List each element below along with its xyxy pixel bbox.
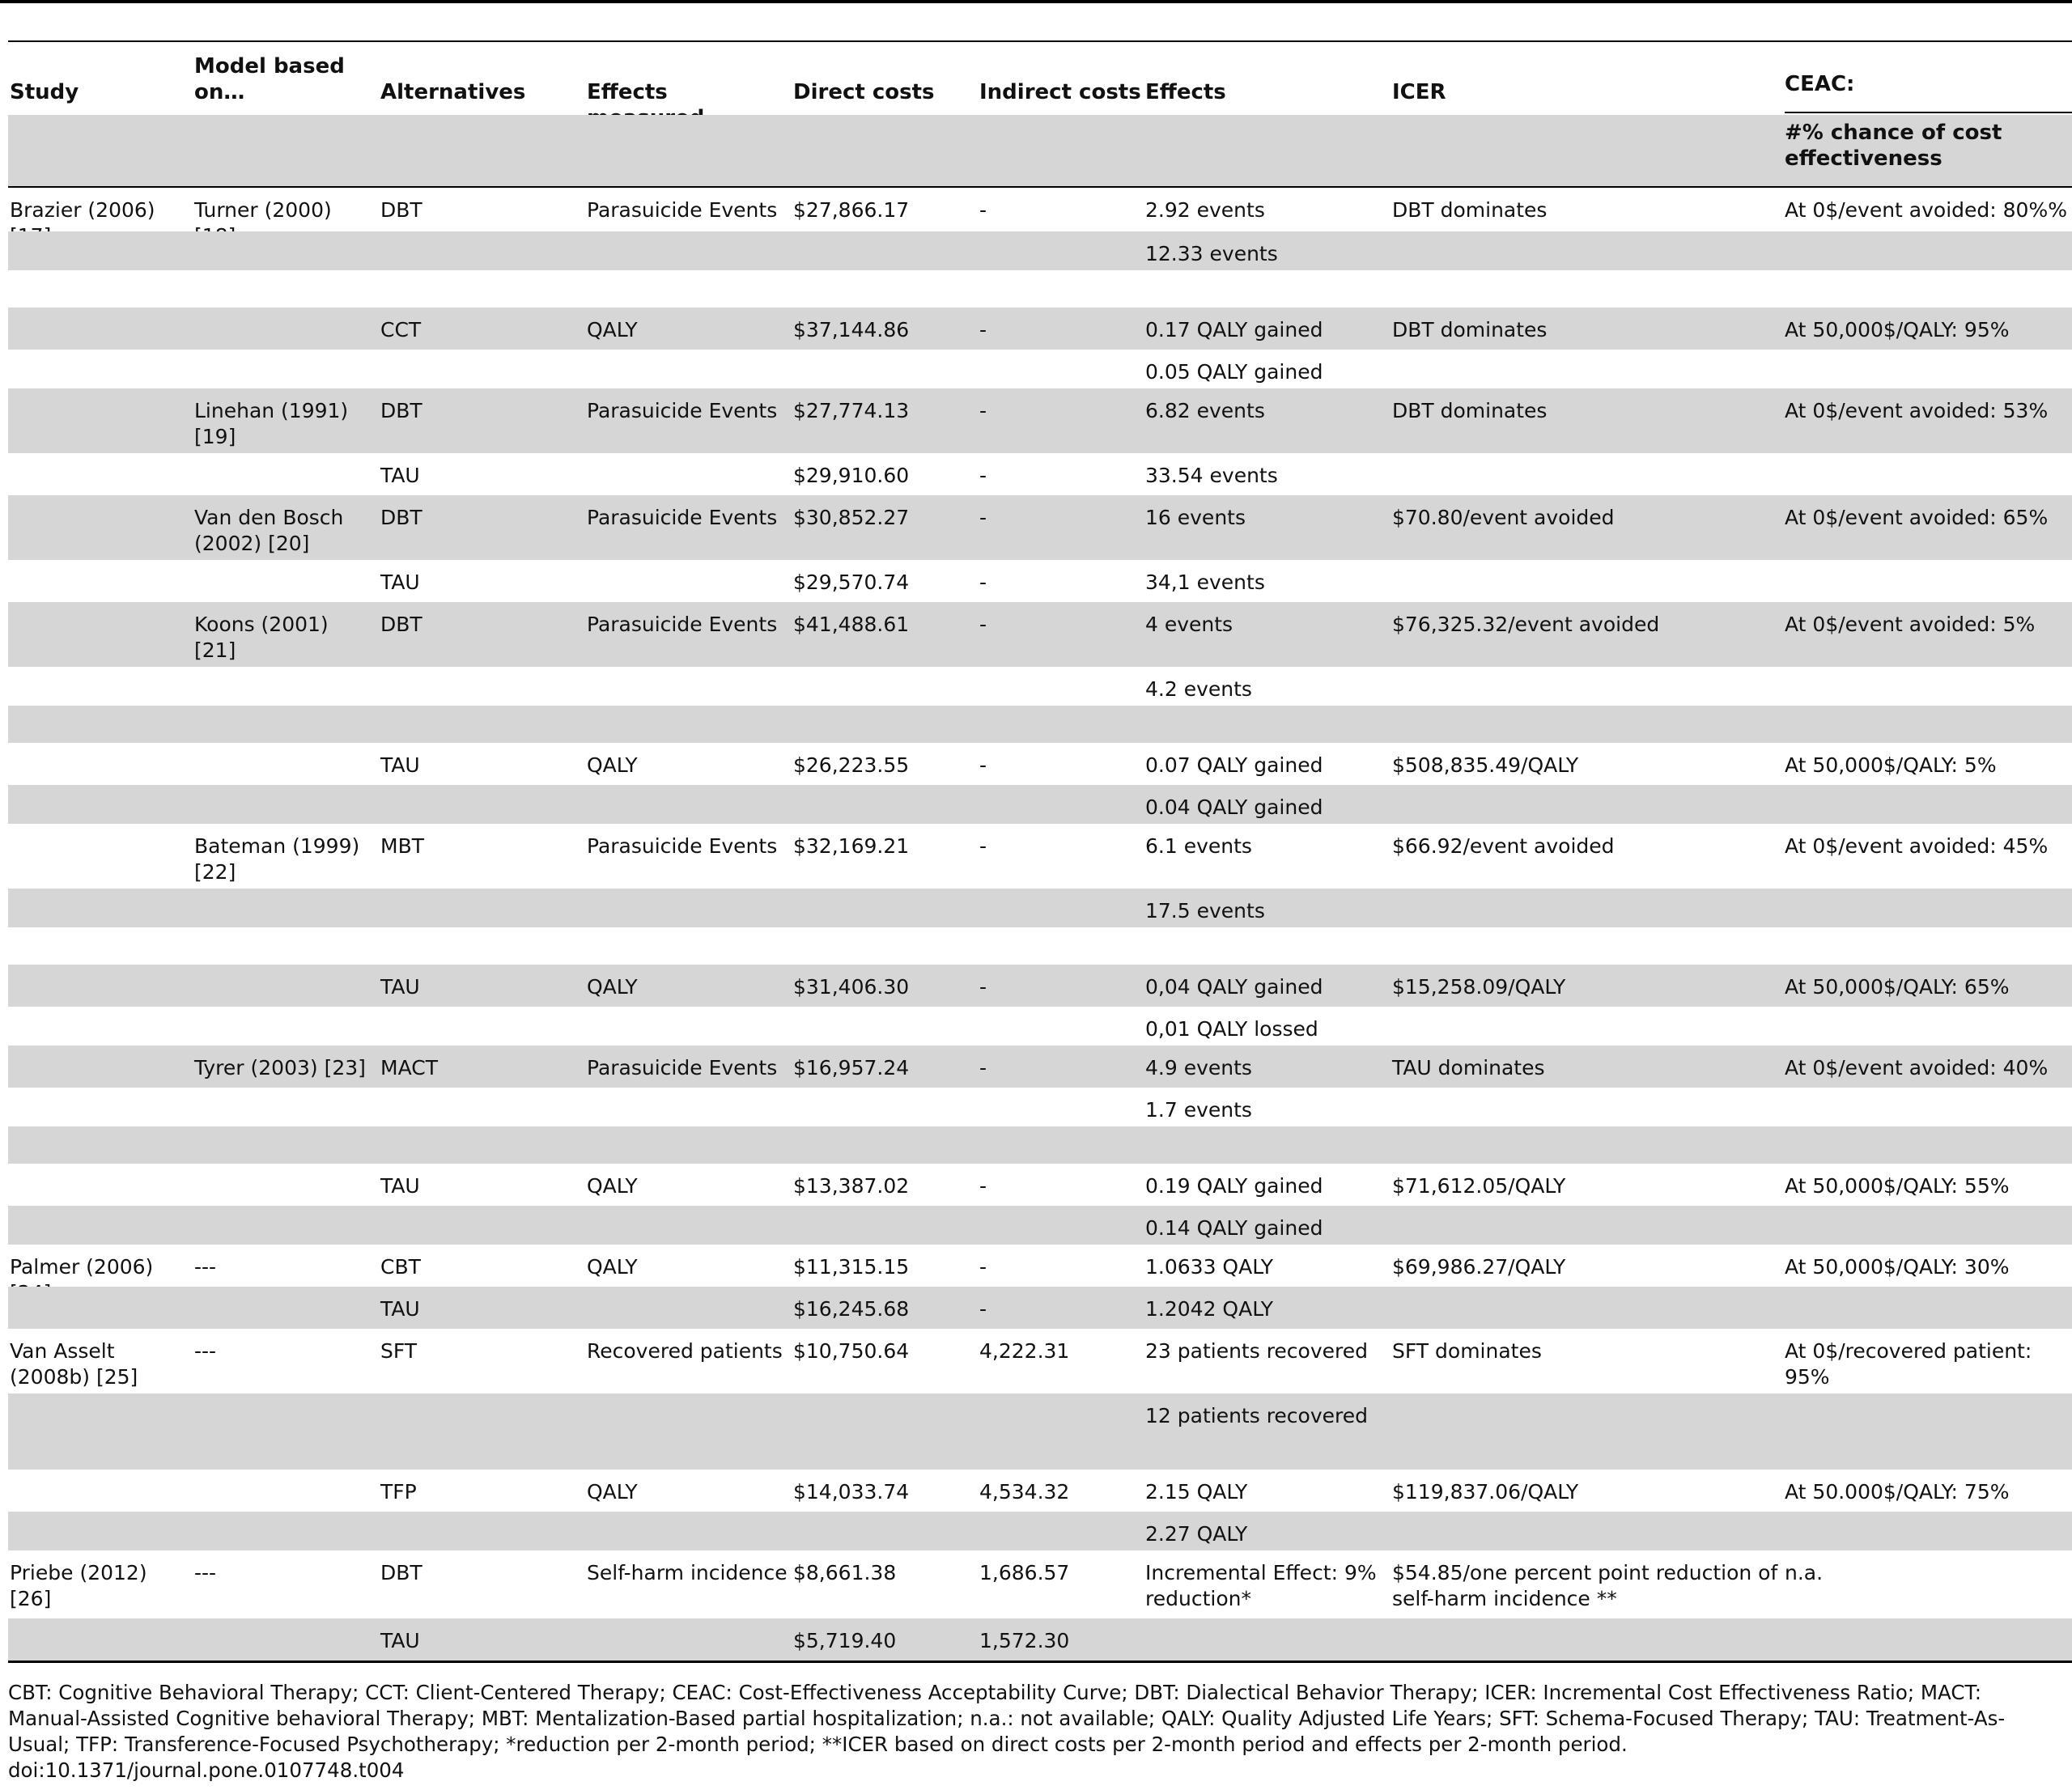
cell-indirect-costs: - [979,1056,987,1080]
cell-effects: 16 events [1145,506,1246,529]
header-ceac-subheader: #% chance of cost effectiveness [1785,121,2002,171]
cell-direct-costs: $31,406.30 [793,975,910,999]
cell-direct-costs: $32,169.21 [793,834,910,858]
table-row [8,1287,2072,1329]
cell-icer: $54.85/one percent point reduction of self-harm incidence ** [1392,1561,1778,1610]
cell-effects: 0.14 QALY gained [1145,1216,1323,1240]
cell-indirect-costs: 4,534.32 [979,1480,1070,1504]
cell-effects: 4.2 events [1145,677,1252,701]
table-footnote [8,1680,2064,1784]
cell-icer: $76,325.32/event avoided [1392,613,1660,636]
cell-alternatives: SFT [380,1339,418,1363]
table-row [8,1245,2072,1287]
footnote-doi: doi:10.1371/journal.pone.0107748.t004 [8,1758,405,1782]
table-row [8,560,2072,602]
table-row [8,1007,2072,1046]
cell-ceac: n.a. [1785,1561,1824,1584]
cell-icer: $71,612.05/QALY [1392,1174,1566,1198]
cell-direct-costs: $16,245.68 [793,1297,910,1321]
cell-direct-costs: $29,570.74 [793,571,910,594]
header-ceac: CEAC: [1785,72,1855,96]
cell-alternatives: DBT [380,506,422,529]
cell-indirect-costs: - [979,506,987,529]
cell-effects-measured: Parasuicide Events [587,613,778,636]
cell-effects: 0.07 QALY gained [1145,753,1323,777]
cell-effects: 12.33 events [1145,242,1278,265]
cell-effects: 1.0633 QALY [1145,1255,1274,1279]
cell-ceac: At 0$/event avoided: 45% [1785,834,2049,858]
cell-indirect-costs: - [979,1174,987,1198]
cell-alternatives: TAU [380,571,420,594]
cell-effects: 0.19 QALY gained [1145,1174,1323,1198]
cell-study: Van Asselt (2008b) [25] [10,1339,138,1389]
cell-model-based-on: --- [194,1255,217,1279]
table-row [8,453,2072,495]
cell-direct-costs: $8,661.38 [793,1561,897,1584]
cell-alternatives: TAU [380,975,420,999]
cell-ceac: At 50.000$/QALY: 75% [1785,1480,2010,1504]
cell-model-based-on: --- [194,1339,217,1363]
cell-effects: 1.7 events [1145,1098,1252,1122]
cell-alternatives: DBT [380,613,422,636]
header-effects-measured: Effects [587,80,668,104]
cell-effects: 0.04 QALY gained [1145,795,1323,819]
table-row [8,1550,2072,1618]
header-model-based-on: Model based on… [194,54,345,104]
cell-effects: 1.2042 QALY [1145,1297,1274,1321]
cell-alternatives: CCT [380,318,422,341]
table-row [8,1618,2072,1661]
cell-direct-costs: $14,033.74 [793,1480,910,1504]
table-body [8,188,2072,1661]
cell-indirect-costs: - [979,464,987,487]
table-bottom-rule [8,1661,2072,1663]
cell-ceac: At 50,000$/QALY: 5% [1785,753,1997,777]
header-effects: Effects [1145,80,1226,104]
cell-direct-costs: $16,957.24 [793,1056,910,1080]
table-row [8,188,2072,231]
cell-alternatives: DBT [380,1561,422,1584]
cell-direct-costs: $5,719.40 [793,1629,897,1652]
cell-effects-measured: Self-harm incidence [587,1561,788,1584]
cell-alternatives: TFP [380,1480,417,1504]
cell-icer: DBT dominates [1392,198,1548,222]
cell-icer: $15,258.09/QALY [1392,975,1566,999]
cell-ceac: At 0$/event avoided: 65% [1785,506,2049,529]
cell-indirect-costs: - [979,613,987,636]
cell-model-based-on: --- [194,1561,217,1584]
cell-indirect-costs: - [979,975,987,999]
table-row [8,1088,2072,1126]
cell-ceac: At 0$/event avoided: 80%% [1785,198,2067,222]
table-row [8,1046,2072,1088]
cell-indirect-costs: - [979,318,987,341]
cell-effects: 12 patients recovered [1145,1404,1368,1427]
cell-alternatives: TAU [380,1174,420,1198]
cell-effects: 2.15 QALY [1145,1480,1248,1504]
table-row [8,1164,2072,1206]
table-row [8,889,2072,927]
cell-ceac: At 0$/event avoided: 40% [1785,1056,2049,1080]
table-row [8,270,2072,308]
table-row [8,231,2072,270]
footnote-abbreviations: CBT: Cognitive Behavioral Therapy; CCT: Client-Centered Therapy; CEAC: Cost-Effectiveness Acceptability Curve; DBT: Dialectical Behavior Therapy; ICER: Incremental Cost Effectiveness Ratio; MACT: Manual-Assisted Cognitive behavioral Therapy; MBT: Mentalization-Based partial hospitalization; n.a.: not available; QALY: Quality Adjusted Life Years; SFT: Schema-Focused Therapy; TAU: Treatment-As-Usual; TFP: Transference-Focused Psychotherapy; *reduction per 2-month period; **ICER based on direct costs per 2-month period and effects per 2-month period. [8,1681,2006,1756]
cell-model-based-on: Bateman (1999) [22] [194,834,360,884]
cell-icer: DBT dominates [1392,318,1548,341]
cell-ceac: At 50,000$/QALY: 55% [1785,1174,2010,1198]
cell-indirect-costs: 1,572.30 [979,1629,1070,1652]
cell-effects-measured: QALY [587,1255,638,1279]
cell-effects: Incremental Effect: 9% reduction* [1145,1561,1377,1610]
cell-alternatives: TAU [380,1629,420,1652]
ceac-header-rule [1785,112,2072,113]
table-row [8,1329,2072,1393]
cell-direct-costs: $11,315.15 [793,1255,910,1279]
cell-study: Priebe (2012) [26] [10,1561,147,1610]
cell-alternatives: DBT [380,198,422,222]
cell-direct-costs: $10,750.64 [793,1339,910,1363]
cell-model-based-on: Koons (2001) [21] [194,613,329,662]
cell-effects: 0,01 QALY lossed [1145,1017,1318,1041]
cell-ceac: At 0$/recovered patient: 95% [1785,1339,2032,1389]
cell-icer: SFT dominates [1392,1339,1542,1363]
cell-icer: $508,835.49/QALY [1392,753,1579,777]
cell-effects: 34,1 events [1145,571,1265,594]
cell-effects-measured: QALY [587,1480,638,1504]
cell-effects-measured: QALY [587,753,638,777]
cell-effects: 6.1 events [1145,834,1252,858]
cell-effects: 23 patients recovered [1145,1339,1368,1363]
cell-effects-measured: QALY [587,975,638,999]
top-rule [0,0,2072,3]
table-row [8,965,2072,1007]
cell-effects-measured: Parasuicide Events [587,399,778,422]
cell-indirect-costs: - [979,399,987,422]
table-row [8,743,2072,785]
header-alternatives: Alternatives [380,80,526,104]
cell-direct-costs: $41,488.61 [793,613,910,636]
cell-alternatives: MACT [380,1056,438,1080]
cell-direct-costs: $27,774.13 [793,399,910,422]
cell-effects: 2.27 QALY [1145,1522,1248,1546]
cell-direct-costs: $37,144.86 [793,318,910,341]
cell-indirect-costs: - [979,198,987,222]
table-row [8,495,2072,560]
table-row [8,388,2072,453]
cell-alternatives: TAU [380,464,420,487]
cell-indirect-costs: 4,222.31 [979,1339,1070,1363]
header-indirect-costs: Indirect costs [979,80,1141,104]
cell-indirect-costs: - [979,571,987,594]
cell-effects-measured: Parasuicide Events [587,198,778,222]
cell-effects: 0.05 QALY gained [1145,360,1323,384]
cell-direct-costs: $27,866.17 [793,198,910,222]
cell-ceac: At 50,000$/QALY: 30% [1785,1255,2010,1279]
table-subheader-row [8,115,2072,186]
table-row [8,308,2072,350]
table-header-row [8,44,2072,115]
cell-effects-measured: QALY [587,318,638,341]
header-direct-costs: Direct costs [793,80,935,104]
cell-ceac: At 0$/event avoided: 53% [1785,399,2049,422]
cell-indirect-costs: - [979,753,987,777]
cell-effects: 6.82 events [1145,399,1265,422]
table-row [8,824,2072,889]
cell-direct-costs: $30,852.27 [793,506,910,529]
cell-indirect-costs: - [979,1297,987,1321]
cell-icer: $69,986.27/QALY [1392,1255,1566,1279]
cell-model-based-on: Turner (2000) [194,198,332,222]
cell-effects: 0,04 QALY gained [1145,975,1323,999]
cell-effects: 0.17 QALY gained [1145,318,1323,341]
cell-alternatives: DBT [380,399,422,422]
table-row [8,667,2072,706]
cell-effects-measured: QALY [587,1174,638,1198]
cost-effectiveness-table [8,42,2072,1663]
table-row [8,1126,2072,1164]
cell-ceac: At 0$/event avoided: 5% [1785,613,2036,636]
cell-indirect-costs: - [979,1255,987,1279]
cell-icer: $66.92/event avoided [1392,834,1615,858]
cell-icer: TAU dominates [1392,1056,1545,1080]
table-row [8,706,2072,743]
cell-effects: 2.92 events [1145,198,1265,222]
table-row [8,1470,2072,1512]
table-row [8,927,2072,965]
cell-effects: 4.9 events [1145,1056,1252,1080]
cell-effects: 4 events [1145,613,1233,636]
table-row [8,602,2072,667]
cell-indirect-costs: 1,686.57 [979,1561,1070,1584]
cell-effects-measured: Parasuicide Events [587,1056,778,1080]
cell-study: Palmer (2006) [10,1255,154,1279]
cell-direct-costs: $29,910.60 [793,464,910,487]
cell-effects-measured: Recovered patients [587,1339,783,1363]
cell-direct-costs: $13,387.02 [793,1174,910,1198]
cell-icer: $70.80/event avoided [1392,506,1615,529]
cell-effects-measured: Parasuicide Events [587,834,778,858]
cell-alternatives: TAU [380,753,420,777]
cell-effects-measured: Parasuicide Events [587,506,778,529]
table-row [8,1206,2072,1245]
cell-indirect-costs: - [979,834,987,858]
cell-model-based-on: Linehan (1991) [19] [194,399,349,448]
table-row [8,1512,2072,1550]
cell-alternatives: TAU [380,1297,420,1321]
table-row [8,350,2072,388]
cell-effects: 17.5 events [1145,899,1265,923]
cell-model-based-on: Tyrer (2003) [23] [194,1056,366,1080]
table-row [8,785,2072,824]
table-row [8,1393,2072,1470]
cell-model-based-on: Van den Bosch (2002) [20] [194,506,344,555]
cell-direct-costs: $26,223.55 [793,753,910,777]
cell-ceac: At 50,000$/QALY: 65% [1785,975,2010,999]
cell-ceac: At 50,000$/QALY: 95% [1785,318,2010,341]
cell-effects: 33.54 events [1145,464,1278,487]
cell-icer: $119,837.06/QALY [1392,1480,1579,1504]
cell-alternatives: CBT [380,1255,421,1279]
cell-alternatives: MBT [380,834,424,858]
cell-icer: DBT dominates [1392,399,1548,422]
header-study: Study [10,80,79,104]
header-top-rule [8,40,2072,42]
header-icer: ICER [1392,80,1446,104]
cell-study: Brazier (2006) [10,198,155,222]
